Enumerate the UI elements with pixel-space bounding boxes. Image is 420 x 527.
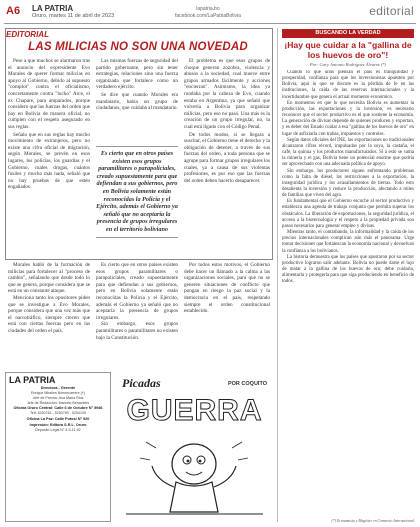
header-website[interactable]: lapatria.bo [196,6,220,12]
pull-quote: Es cierto que en otros países existen esos grupos paramilitares o parapoliciales, creado supuestamente para que defiendan a sus gobiernos, pero en Bolivia solamente están reconocidas la Policía y el Ejército, además el Gobierno ya señaló que no aceptaría la presencia de grupos irregulares en el territorio boliviano [96,146,178,238]
masthead-name: LA PATRIA [9,375,56,385]
editorial-column-3 [184,58,270,258]
masthead-line: Impresión: Editora S.R.L. Oruro [29,423,87,428]
figure-body [170,482,218,512]
masthead-line: Telf: 5250761 - 5250780 - 5254105 [30,411,86,416]
column-separator [277,28,278,522]
masthead-box [5,372,111,522]
editorial-paragraph: Morales habló de la formación de milicias para fortalecer al "proceso de cambio", señalando que desde todo lo que se genera, porque considera que se está en un constante ataque. [8,262,90,295]
masthead-line: Enrique Miralles Bonnecarrère (†) [31,391,85,395]
opinion-paragraph: Mientras tanto, el contrabando, la informalidad y la caída de los precios internacionales complican aún más el panorama. Urge tomar decisiones que fortalezcan la economía nacional y devuelvan la confianza a los bolivianos. [282,230,414,254]
editorial-paragraph: Menciona tanto los opositores piden que se investigue a Evo Morales, porque considera que una vez más que el narcotráfico, siempre crecen que está con ciertas fuerzas pero en las ciudades del orden el país. [8,294,90,334]
editorial-paragraph: Por todos estos motivos, el Gobierno debe hacer un llamado a la calma a las organizaciones sociales, para que no se generen situaciones de conflicto que pongan en riesgo la paz social y la democracia en el país, respetando siempre el orden constitucional establecido. [184,262,270,315]
opinion-author: Por: Gary Antonio Rodríguez Álvarez (*) [309,62,387,67]
section-label: editorial [369,4,414,18]
editorial-tag: EDITORIAL [6,30,49,39]
editorial-paragraph: Señalo que en sus reglas hay mucho movimiento de extranjeros, pero no existe una cifra oficial de migración, según Morales, se prevén en esos lugares, los policías, los guardias y el Gobierno, cuales drogas, cuántos fusiles y mucho más nada, señaló que no hay pruebas de que estén engañados. [8,131,90,191]
page-number: A6 [6,5,21,17]
page-header [0,0,420,26]
editorial-lower-column-1 [8,262,90,368]
editorial-paragraph: Es cierto que en otros países existen esos grupos paramilitares o parapoliciales, creado supuestamente para que defiendan a sus gobiernos, pero en Bolivia solamente están reconocidas la Policía y el Ejército, además el Gobierno ya señaló que no aceptaría la presencia de grupos irregulares. [96,262,178,321]
editorial-paragraph: Las mismas fuerzas de seguridad del partido gobernante, pero sin tener estrategias, relaciones sino una fuerza organizada que fortalece como un verdadero ejército. [96,58,178,91]
editorial-paragraph: Sin embargo, esos grupos paramilitares o paramilitares no existen bajo la Constitución. [96,321,178,341]
figure-pupil-right [199,460,202,463]
figure-pupil-left [187,460,190,463]
masthead-line: Jefe de Redacción: Marcelo Benavides [26,400,90,405]
masthead-line: Oficina La Paz: Calle Potosí N° 920 [26,417,90,422]
figure-head [172,444,216,484]
editorial-title: LAS MILICIAS NO SON UNA NOVEDAD [28,41,248,53]
figure-arm-right [214,466,236,487]
opinion-paragraph: Según datos oficiales del INE, las exportaciones no tradicionales alcanzaron cifras récord, impulsadas por la soya, la castaña, el café, la quinua y los productos manufacturados. Si a esto se suma la minería y el gas, Bolivia tiene un potencial enorme que podría ser aprovechado con una adecuada política de apoyo. [282,137,414,168]
cartoon-word: GUERRA [126,394,263,427]
opinion-title: ¡Hay que cuidar a la "gallina de los huevos de oro"! [284,40,412,60]
cartoon [116,372,273,522]
header-logo: LA PATRIA [32,4,74,13]
opinion-tag: BUSCANDO LA VERDAD [282,29,414,38]
masthead-line: Deposito Legal N° 4-3-11-92 [35,428,81,433]
header-links [175,6,241,20]
header-date: Oruro, martes 11 de abril de 2023 [32,13,115,19]
header-facebook[interactable]: facebook.com/LaPatriaBolivia [175,13,241,19]
masthead-line: Jefe de Prensa: Ana María Rios [32,395,84,400]
header-rule [4,23,416,24]
figure-eye-right [197,456,205,464]
masthead-line: Oficina Oruro Central: Calle 6 de Octubre N° 5946 [13,406,103,411]
masthead-line: Directora - Gerente [40,386,76,390]
opinion-paragraph: La historia demuestra que los países que apostaron por su sector productivo lograron salir adelante. Bolivia no puede darse el lujo de matar a la gallina de los huevos de oro; debe cuidarla, alimentarla y protegerla para que siga produciendo en beneficio de todos. [282,254,414,285]
figure-eye-left [183,456,191,464]
cartoon-brand: Picadas [122,376,161,390]
editorial-paragraph: Pese a que muchos se alarmaron tras el anuncio del expresidente Evo Morales de querer formar milicias en apoyo al Gobierno, debido al supuesto "complot" contra el oficialismo, concretamente contra "lucho" Arce, el ex Chapare, para amparados, porque considero que las fuerzas del orden que hay en Bolivia de manera oficial, no cumplen con el respeto asegurado en sus reglas. [8,58,90,130]
opinion-paragraph: Sin embargo, los productores siguen enfrentando problemas como la falta de diésel, las restricciones a la exportación, la inseguridad jurídica y los avasallamientos de tierras. Todo esto desalienta la inversión y reduce la producción, afectando a miles de familias que viven del agro. [282,168,414,199]
editorial-lower-column-3 [184,262,270,368]
editorial-paragraph: De todos modos, si se llegara a suscitar, el Gobierno tiene el derecho y la obligación de detener, a través de sus fuerzas del orden, a toda persona que se agrupe para formar grupos irregulares los cuales, ya a causa de sus violentas profesiones, es por eso que las fuerzas del orden deben hacerlo desaparecer. [184,131,270,184]
editorial-paragraph: Se dice que cuando Morales era mandatario, había un grupo de ciudadanos, que cuidaba al mandatario. [96,91,178,112]
opinion-paragraph: En momentos en que lo que necesita Bolivia es aumentar la producción, las exportaciones y la inversión, es necesario reconocer que el sector productivo es el que sostiene la economía. La generación de divisas depende de quienes producen y exportan, y es deber del Estado cuidar a esa "gallina de los huevos de oro" en lugar de asfixiarla con trabas, impuestos y controles. [282,100,414,137]
opinion-footnote: (*) Economista y Magíster en Comercio Internacional [331,519,414,523]
opinion-paragraph: Es fundamental que el Gobierno escuche al sector productivo y establezca una agenda de trabajo conjunta que permita superar los obstáculos. La liberación de exportaciones, la seguridad jurídica, el acceso a la biotecnología y el respeto a la propiedad privada son pasos necesarios para generar empleo y divisas. [282,199,414,229]
editorial-column-1 [8,58,90,258]
editorial-lower-column-2 [96,262,178,368]
editorial-paragraph: El problema es que esos grupos de choque generan zozobra, violencia y abusos a la sociedad, cual mueve entre grupos armados fácilmente y acciones "encierran". Asimismo, la idea ya rondaba por la cabeza de Evo, cuando estaba en Argentina, ya que señaló que volvería a Bolivia para organizar milicias, pero eso no pasó. Una más es la creación de un grupo irregular, no, la cual está ligado con el Código Penal. [184,58,270,130]
cartoon-author: POR COQUITO [227,381,267,387]
opinion-paragraph: Cuando lo que unos piensan el país es tranquilidad y prosperidad, confianza para que los inversionistas apuesten por Bolivia, aquí lo que se discute es la pérdida de fe en las instituciones, la caída de las reservas internacionales y la incertidumbre que genera el actual momento económico. [282,70,414,100]
opinion-body [282,70,414,516]
figure-arm-left [152,466,174,487]
